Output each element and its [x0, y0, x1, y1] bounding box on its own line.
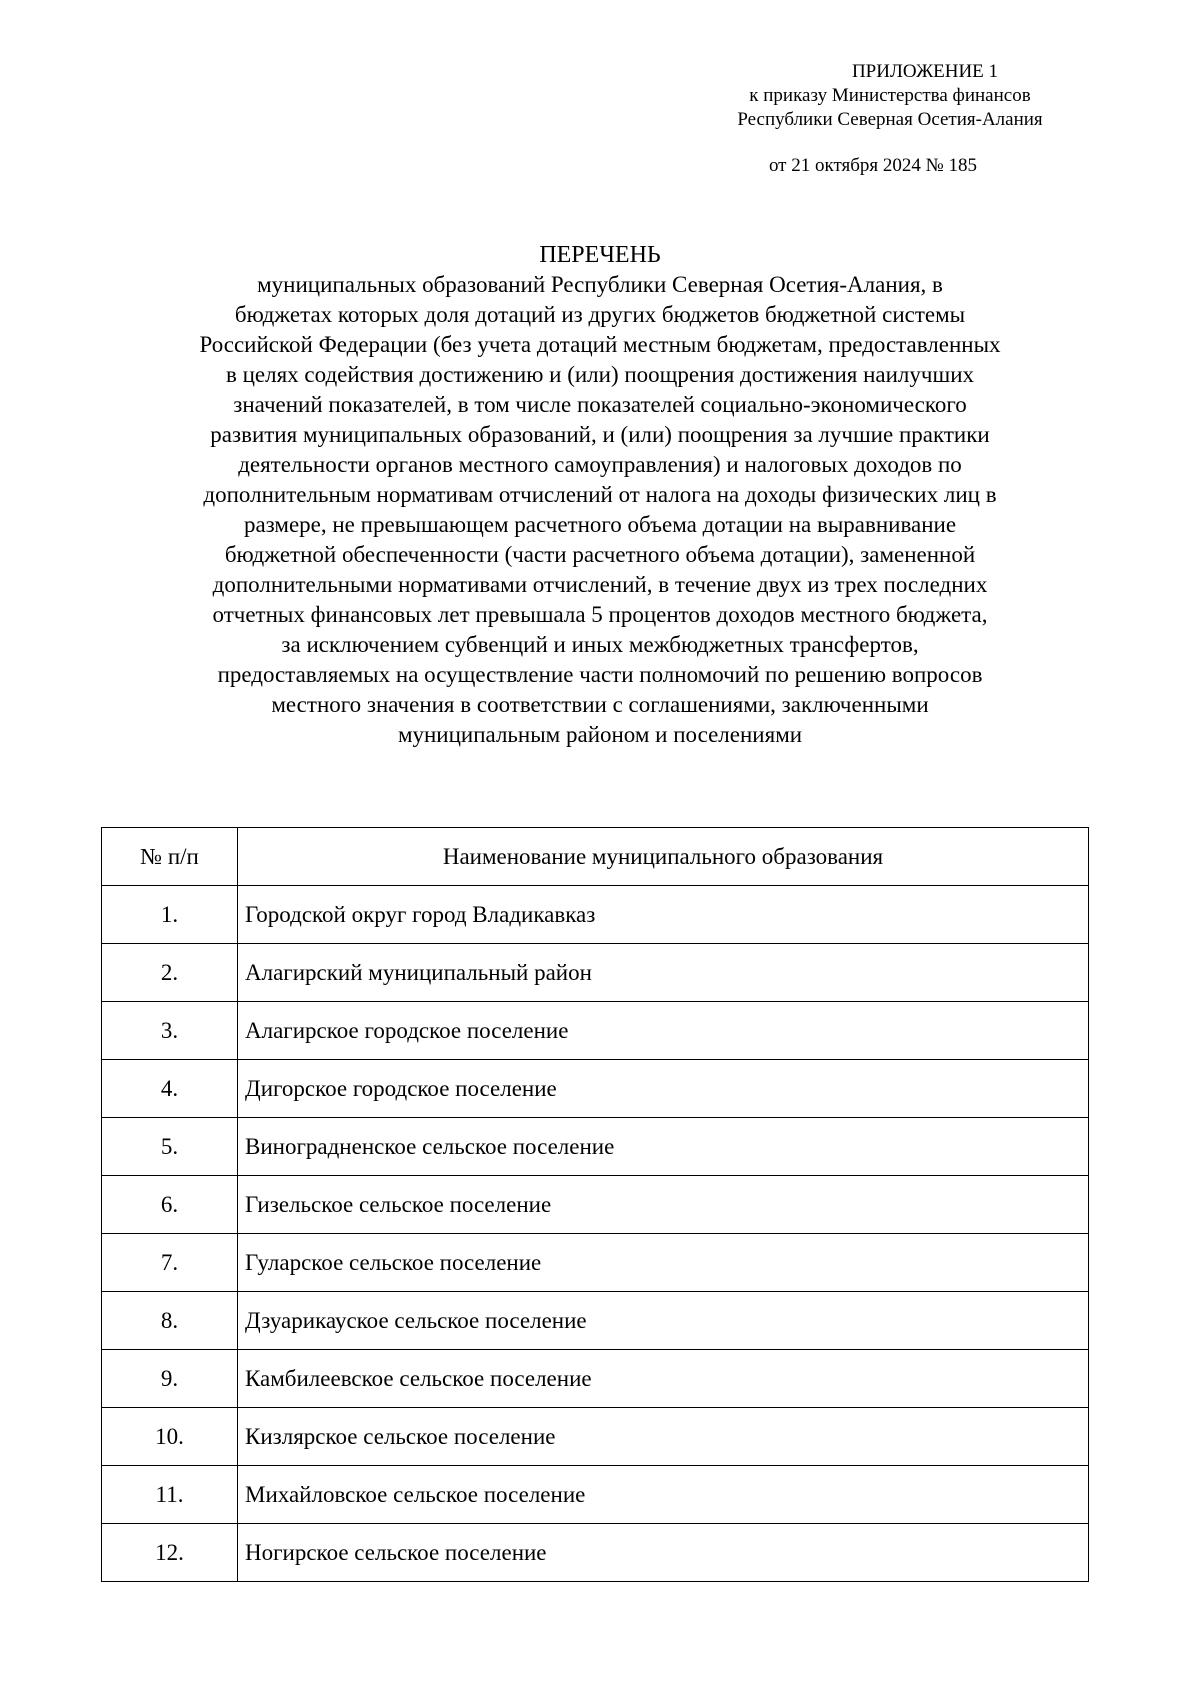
- row-name: Алагирское городское поселение: [238, 1002, 1089, 1060]
- table-row: [102, 1118, 1089, 1176]
- row-number: 5.: [102, 1118, 238, 1176]
- annex-title: ПРИЛОЖЕНИЕ 1: [851, 61, 999, 82]
- row-number: 12.: [102, 1524, 238, 1582]
- table-row: [102, 1408, 1089, 1466]
- row-name: Дзуарикауское сельское поселение: [238, 1292, 1089, 1350]
- table-row: [102, 1002, 1089, 1060]
- row-name: Камбилеевское сельское поселение: [238, 1350, 1089, 1408]
- table-row: [102, 1350, 1089, 1408]
- annex-order: к приказу Министерства финансов: [749, 85, 1031, 106]
- subtitle-line: бюджетах которых доля дотаций из других бюджетов бюджетной системы: [234, 302, 966, 327]
- document-subtitle: [100, 270, 1100, 750]
- row-number: 9.: [102, 1350, 238, 1408]
- row-name: Ногирское сельское поселение: [238, 1524, 1089, 1582]
- subtitle-line: муниципальных образований Республики Северная Осетия-Алания, в: [257, 272, 943, 297]
- municipalities-table-wrapper: [101, 827, 1089, 1582]
- subtitle-line: муниципальным районом и поселениями: [397, 722, 803, 747]
- subtitle-line: отчетных финансовых лет превышала 5 процентов доходов местного бюджета,: [212, 602, 988, 627]
- row-number: 3.: [102, 1002, 238, 1060]
- row-number: 7.: [102, 1234, 238, 1292]
- row-number: 4.: [102, 1060, 238, 1118]
- row-number: 6.: [102, 1176, 238, 1234]
- row-name: Кизлярское сельское поселение: [238, 1408, 1089, 1466]
- row-name: Гизельское сельское поселение: [238, 1176, 1089, 1234]
- annex-block: [680, 60, 1100, 178]
- table-row: [102, 1234, 1089, 1292]
- row-name: Гуларское сельское поселение: [238, 1234, 1089, 1292]
- municipalities-table: [101, 827, 1089, 1582]
- header-number: № п/п: [102, 828, 238, 886]
- header-name: Наименование муниципального образования: [238, 828, 1089, 886]
- table-row: [102, 886, 1089, 944]
- annex-republic: Республики Северная Осетия-Алания: [737, 109, 1043, 130]
- subtitle-line: за исключением субвенций и иных межбюджетных трансфертов,: [281, 632, 919, 657]
- document-heading: [100, 240, 1100, 750]
- subtitle-line: в целях содействия достижению и (или) поощрения достижения наилучших: [225, 362, 975, 387]
- subtitle-line: деятельности органов местного самоуправления) и налоговых доходов по: [238, 452, 962, 477]
- row-number: 1.: [102, 886, 238, 944]
- subtitle-line: развития муниципальных образований, и (или) поощрения за лучшие практики: [210, 422, 990, 447]
- table-row: [102, 944, 1089, 1002]
- row-number: 11.: [102, 1466, 238, 1524]
- row-name: Виноградненское сельское поселение: [238, 1118, 1089, 1176]
- table-row: [102, 1176, 1089, 1234]
- annex-date: от 21 октября 2024 № 185: [768, 155, 978, 176]
- table-row: [102, 1466, 1089, 1524]
- row-number: 2.: [102, 944, 238, 1002]
- subtitle-line: дополнительным нормативам отчислений от налога на доходы физических лиц в: [203, 482, 997, 507]
- subtitle-line: бюджетной обеспеченности (части расчетного объема дотации), замененной: [224, 542, 976, 567]
- row-number: 8.: [102, 1292, 238, 1350]
- subtitle-line: предоставляемых на осуществление части полномочий по решению вопросов: [217, 662, 983, 687]
- row-name: Михайловское сельское поселение: [238, 1466, 1089, 1524]
- table-row: [102, 1292, 1089, 1350]
- row-name: Дигорское городское поселение: [238, 1060, 1089, 1118]
- table-header-row: [102, 828, 1089, 886]
- table-row: [102, 1060, 1089, 1118]
- row-name: Алагирский муниципальный район: [238, 944, 1089, 1002]
- table-row: [102, 1524, 1089, 1582]
- row-number: 10.: [102, 1408, 238, 1466]
- subtitle-line: дополнительными нормативами отчислений, в течение двух из трех последних: [212, 572, 988, 597]
- subtitle-line: размере, не превышающем расчетного объема дотации на выравнивание: [243, 512, 957, 537]
- subtitle-line: местного значения в соответствии с соглашениями, заключенными: [271, 692, 929, 717]
- subtitle-line: Российской Федерации (без учета дотаций местным бюджетам, предоставленных: [199, 332, 1001, 357]
- subtitle-line: значений показателей, в том числе показателей социально-экономического: [233, 392, 967, 417]
- row-name: Городской округ город Владикавказ: [238, 886, 1089, 944]
- document-title: ПЕРЕЧЕНЬ: [539, 242, 661, 268]
